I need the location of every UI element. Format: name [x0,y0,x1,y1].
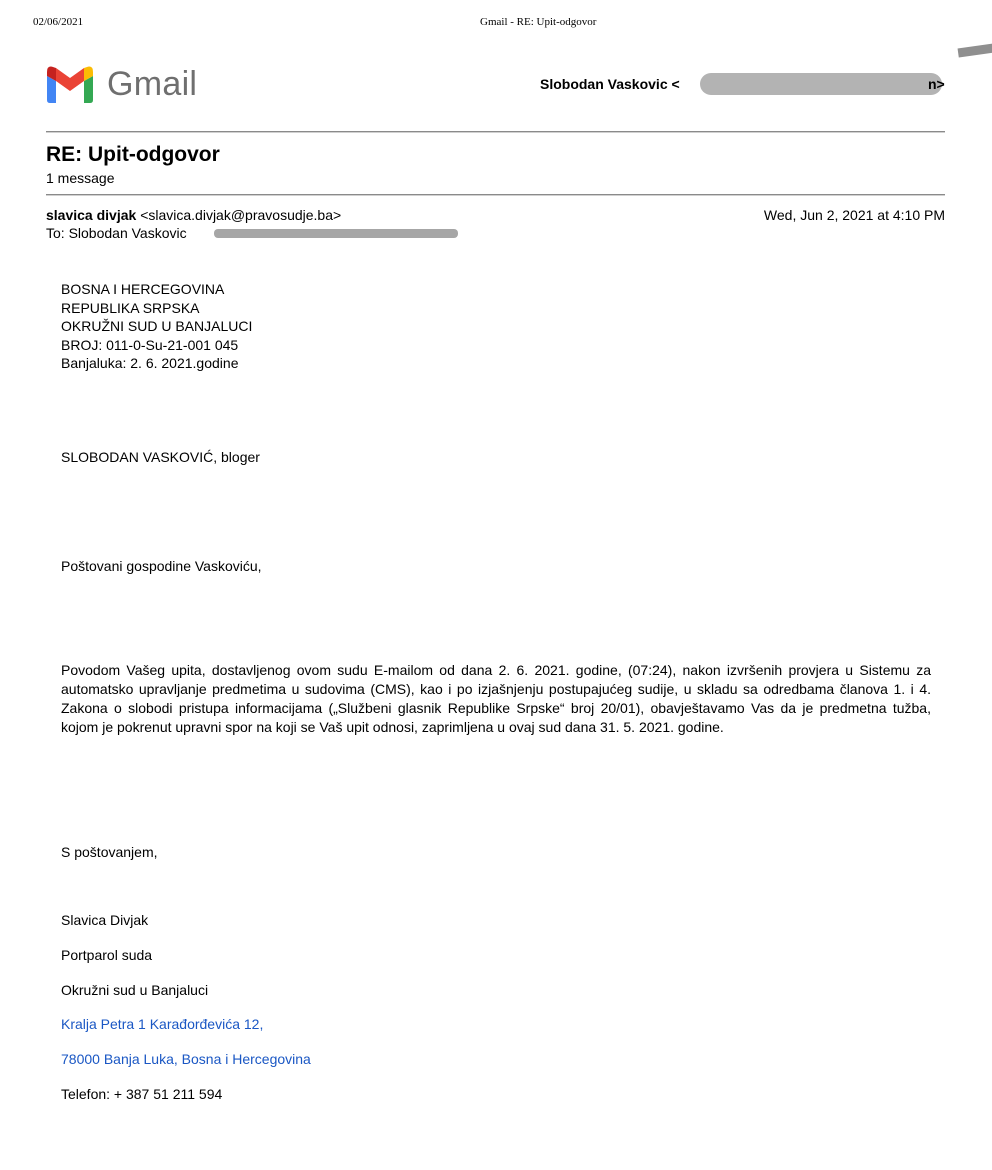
header-line: REPUBLIKA SRPSKA [61,299,200,316]
redaction-bar [214,229,458,238]
header-line: BROJ: 011-0-Su-21-001 045 [61,336,239,353]
message-count: 1 message [46,170,115,186]
account-suffix: n> [928,76,945,92]
letter-header [61,280,252,373]
print-title: Gmail - RE: Upit-odgovor [480,16,597,28]
signature-role: Portparol suda [61,947,153,963]
redaction-bar [700,73,942,95]
signature-org: Okružni sud u Banjaluci [61,982,209,998]
signature-name: Slavica Divjak [61,912,149,928]
print-date: 02/06/2021 [33,16,84,28]
sender-name: slavica divjak [46,207,137,223]
divider [46,194,945,196]
email-subject: RE: Upit-odgovor [46,143,220,166]
gmail-wordmark: Gmail [107,64,198,103]
sender-email[interactable]: <slavica.divjak@pravosudje.ba> [140,207,342,223]
scan-mark [958,44,992,58]
email-date: Wed, Jun 2, 2021 at 4:10 PM [763,207,945,223]
signature-phone: Telefon: + 387 51 211 594 [61,1086,223,1102]
greeting: Poštovani gospodine Vaskoviću, [61,558,262,574]
closing: S poštovanjem, [61,844,158,860]
gmail-logo [44,64,197,104]
recipient: To: Slobodan Vaskovic [46,225,187,241]
address-link-line2[interactable]: 78000 Banja Luka, Bosna i Hercegovina [61,1051,311,1067]
addressee: SLOBODAN VASKOVIĆ, bloger [61,449,260,465]
address-link-line1[interactable]: Kralja Petra 1 Karađorđevića 12, [61,1016,264,1032]
header-line: Banjaluka: 2. 6. 2021.godine [61,355,239,371]
gmail-m-icon [44,64,96,104]
divider [46,131,945,133]
letter-paragraph: Povodom Vašeg upita, dostavljenog ovom sudu E-mailom od dana 2. 6. 2021. godine, (07:24), nakon izvršenih provjera u Sistemu za automatsko upravljanje predmetima u sudovima (CMS), kao i po izjašnjenju postupajućeg sudije, u skladu sa odredbama članova 1. i 4. Zakona o slobodi pristupa informacijama („Službeni glasnik Republike Srpske“ broj 20/01), obavještavamo Vas da je predmetna tužba, kojom je pokrenut upravni spor na koji se Vaš upit odnosi, zaprimljena u ovaj sud dana 31. 5. 2021. godine. [61,662,931,735]
sender [46,207,341,223]
header-line: OKRUŽNI SUD U BANJALUCI [61,318,253,334]
account-name: Slobodan Vaskovic < [540,76,680,92]
header-line: BOSNA I HERCEGOVINA [61,281,225,297]
